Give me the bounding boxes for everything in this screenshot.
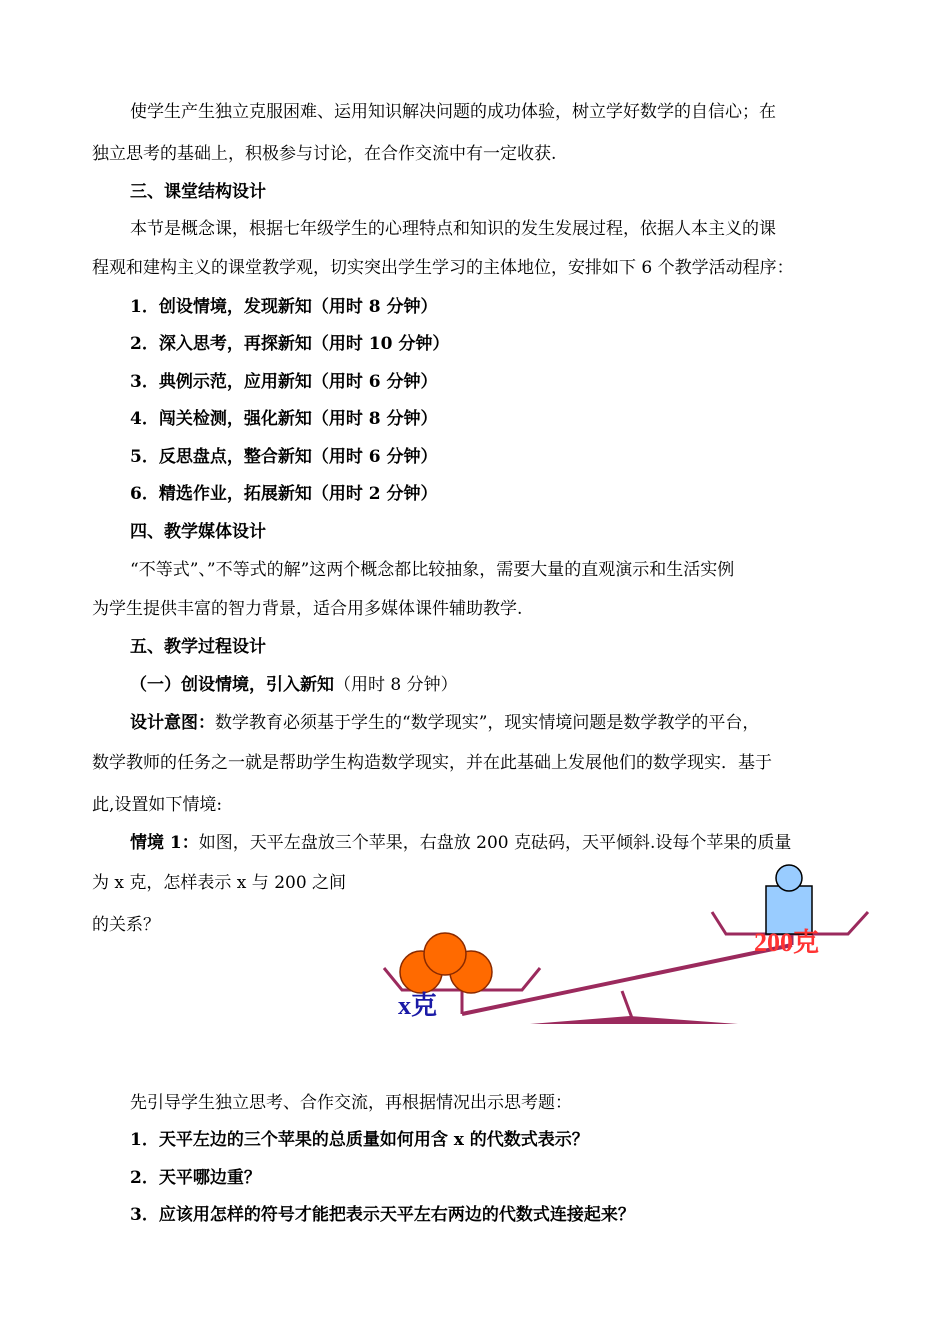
section-heading: 三、课堂结构设计 bbox=[130, 182, 266, 202]
section-heading: 五、教学过程设计 bbox=[130, 637, 266, 657]
scenario-text: 如图，天平左盘放三个苹果，右盘放 200 克砝码，天平倾斜.设每个苹果的质量 bbox=[198, 833, 792, 853]
scale-stand bbox=[622, 991, 632, 1018]
text-line: “不等式”、”不等式的解”这两个概念都比较抽象，需要大量的直观演示和生活实例 bbox=[130, 560, 735, 580]
text-line: 为 x 克，怎样表示 x 与 200 之间 bbox=[92, 873, 347, 893]
section-heading: 四、教学媒体设计 bbox=[130, 522, 266, 542]
list-item: 6．精选作业，拓展新知（用时 2 分钟） bbox=[130, 484, 438, 504]
text-line: 独立思考的基础上，积极参与讨论，在合作交流中有一定收获. bbox=[92, 144, 557, 164]
apple-icon bbox=[424, 933, 466, 975]
text-line: 为学生提供丰富的智力背景，适合用多媒体课件辅助教学. bbox=[92, 599, 523, 619]
scenario-label: 情境 1： bbox=[130, 833, 199, 853]
list-item: 2．深入思考，再探新知（用时 10 分钟） bbox=[130, 334, 450, 354]
list-item: 5．反思盘点，整合新知（用时 6 分钟） bbox=[130, 447, 438, 467]
weight-body bbox=[766, 886, 812, 934]
text-line: 本节是概念课，根据七年级学生的心理特点和知识的发生发展过程，依据人本主义的课 bbox=[130, 219, 776, 239]
list-item: 1．创设情境，发现新知（用时 8 分钟） bbox=[130, 297, 438, 317]
intent-label: 设计意图： bbox=[130, 713, 215, 733]
list-item: 4．闯关检测，强化新知（用时 8 分钟） bbox=[130, 409, 438, 429]
right-pan-label: 200克 bbox=[754, 928, 820, 957]
question-item: 3．应该用怎样的符号才能把表示天平左右两边的代数式连接起来？ bbox=[130, 1205, 635, 1225]
list-item: 3．典例示范，应用新知（用时 6 分钟） bbox=[130, 372, 438, 392]
subsection-time: （用时 8 分钟） bbox=[334, 675, 458, 695]
intent-text: 数学教育必须基于学生的“数学现实”，现实情境问题是数学教学的平台， bbox=[215, 713, 760, 733]
text-line: 此,设置如下情境: bbox=[92, 795, 223, 815]
question-item: 2．天平哪边重？ bbox=[130, 1168, 261, 1188]
text-line: 程观和建构主义的课堂教学观，切实突出学生学习的主体地位，安排如下 6 个教学活动程序： bbox=[92, 258, 794, 278]
text-line: 先引导学生独立思考、合作交流，再根据情况出示思考题： bbox=[130, 1093, 572, 1113]
text-line: 数学教师的任务之一就是帮助学生构造数学现实，并在此基础上发展他们的数学现实．基于 bbox=[92, 753, 772, 773]
text-line: 使学生产生独立克服困难、运用知识解决问题的成功体验，树立学好数学的自信心；在 bbox=[130, 102, 776, 122]
question-item: 1．天平左边的三个苹果的总质量如何用含 x 的代数式表示？ bbox=[130, 1130, 589, 1150]
scale-base bbox=[530, 1016, 738, 1024]
subsection-title: （一）创设情境，引入新知 bbox=[130, 675, 334, 695]
weight-knob bbox=[776, 865, 802, 891]
text-line: 的关系？ bbox=[92, 915, 160, 935]
left-pan-label: x克 bbox=[398, 991, 438, 1020]
